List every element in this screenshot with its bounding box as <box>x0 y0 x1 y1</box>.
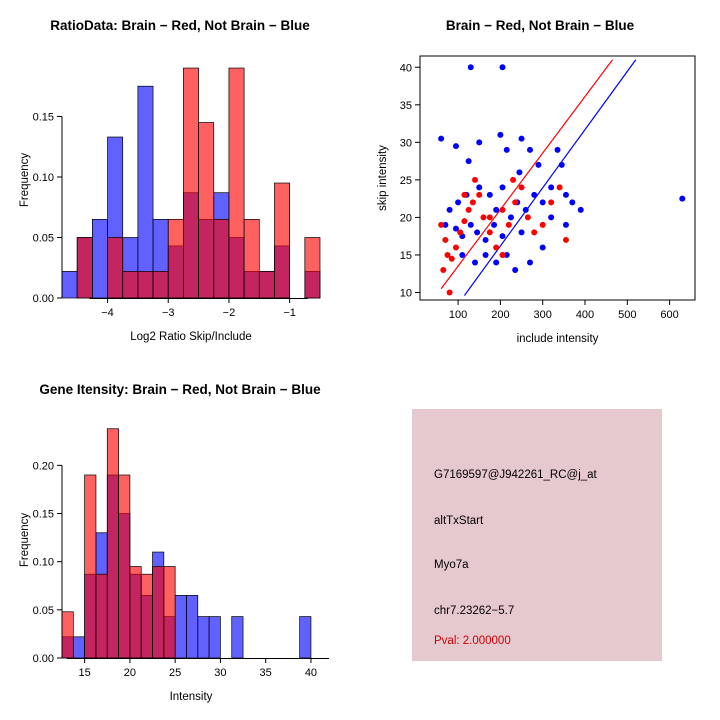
hist-bar <box>274 183 289 298</box>
scatter-point <box>483 237 489 243</box>
scatter-point <box>508 214 514 220</box>
scatter-point <box>500 252 506 258</box>
hist-bar <box>153 566 164 658</box>
scatter-point <box>491 222 497 228</box>
x-axis-label: include intensity <box>516 333 599 345</box>
x-tick-label: 15 <box>78 667 91 679</box>
scatter-point <box>548 184 554 190</box>
scatter-panel <box>360 0 720 360</box>
scatter-point <box>548 199 554 205</box>
x-tick-label: −2 <box>222 307 236 319</box>
scatter-point <box>555 147 561 153</box>
scatter-point <box>474 229 480 235</box>
scatter-point <box>453 143 459 149</box>
x-tick-label: 400 <box>575 309 595 321</box>
scatter-point <box>442 237 448 243</box>
y-tick-label: 0.05 <box>32 232 54 245</box>
scatter-point <box>449 256 455 262</box>
x-tick-label: 30 <box>214 667 227 679</box>
scatter-point <box>569 199 575 205</box>
scatter-point <box>510 177 516 183</box>
scatter-point <box>525 214 531 220</box>
scatter-point <box>476 139 482 145</box>
hist-bar <box>153 271 168 298</box>
hist-bar <box>85 475 96 658</box>
scatter-point <box>557 184 563 190</box>
plot-frame <box>420 56 695 300</box>
gene-histogram-plot <box>0 360 360 720</box>
fit-line-brain-fit <box>441 60 612 289</box>
gene-histogram-panel <box>0 360 360 720</box>
scatter-point <box>497 132 503 138</box>
info-gene: Myo7a <box>434 559 469 571</box>
fit-line-notbrain-fit <box>464 60 635 296</box>
scatter-point <box>459 252 465 258</box>
ratio-histogram-panel <box>0 0 360 360</box>
hist-bar <box>138 86 153 298</box>
scatter-point <box>559 162 565 168</box>
scatter-point <box>487 214 493 220</box>
scatter-point <box>455 199 461 205</box>
hist-bar <box>119 475 130 658</box>
plot-area <box>377 56 695 345</box>
scatter-point <box>466 207 472 213</box>
y-tick-label: 30 <box>399 137 412 150</box>
scatter-point <box>504 147 510 153</box>
scatter-point <box>447 289 453 295</box>
gene-histogram-title: Gene Itensity: Brain − Red, Not Brain − Blue <box>39 382 321 397</box>
y-tick-label: 0.00 <box>32 293 54 305</box>
scatter-point <box>512 267 518 273</box>
scatter-point <box>535 162 541 168</box>
hist-bar <box>183 68 198 298</box>
scatter-point <box>563 192 569 198</box>
scatter-point <box>516 169 522 175</box>
hist-bar <box>168 219 183 298</box>
scatter-point <box>493 259 499 265</box>
plot-area <box>19 68 320 343</box>
y-tick-label: 0.10 <box>32 171 54 184</box>
info-locus: chr7.23262−5.7 <box>434 605 515 617</box>
scatter-point <box>519 229 525 235</box>
x-tick-label: 300 <box>533 309 552 321</box>
scatter-point <box>531 229 537 235</box>
scatter-point <box>679 196 685 202</box>
scatter-point <box>578 207 584 213</box>
scatter-point <box>531 192 537 198</box>
hist-bar <box>73 637 84 658</box>
scatter-point <box>468 64 474 70</box>
y-tick-label: 0.20 <box>32 460 54 473</box>
scatter-point <box>440 267 446 273</box>
hist-bar <box>77 237 92 298</box>
scatter-point <box>523 207 529 213</box>
hist-bar <box>244 219 259 298</box>
hist-bar <box>141 574 152 658</box>
hist-bar <box>164 566 175 658</box>
x-tick-label: 600 <box>660 309 679 321</box>
info-box <box>412 409 662 661</box>
info-event: altTxStart <box>434 515 484 527</box>
y-tick-label: 25 <box>399 174 412 187</box>
hist-bar <box>198 617 209 658</box>
y-tick-label: 40 <box>399 62 412 75</box>
scatter-point <box>563 222 569 228</box>
x-tick-label: 40 <box>304 667 318 679</box>
y-axis-label: skip intensity <box>377 145 389 211</box>
hist-bar <box>175 595 186 658</box>
hist-bar <box>138 271 153 298</box>
x-tick-label: 500 <box>618 309 637 321</box>
scatter-point <box>512 199 518 205</box>
scatter-point <box>470 199 476 205</box>
hist-bar <box>214 219 229 298</box>
hist-bar <box>186 595 197 658</box>
y-tick-label: 15 <box>399 249 412 262</box>
y-axis-label: Frequency <box>19 512 31 568</box>
scatter-point <box>472 259 478 265</box>
hist-bar <box>300 617 311 658</box>
y-tick-label: 0.00 <box>32 653 54 665</box>
info-probe: G7169597@J942261_RC@j_at <box>434 469 597 481</box>
x-tick-label: 100 <box>448 309 468 321</box>
hist-bar <box>305 237 320 298</box>
hist-bar <box>96 574 107 658</box>
scatter-point <box>487 229 493 235</box>
hist-bar <box>259 271 274 298</box>
scatter-point <box>527 259 533 265</box>
hist-bar <box>108 237 123 298</box>
scatter-point <box>540 244 546 250</box>
scatter-point <box>472 177 478 183</box>
hist-bar <box>130 566 141 658</box>
y-tick-label: 20 <box>399 212 412 225</box>
scatter-point <box>461 218 467 224</box>
scatter-point <box>527 147 533 153</box>
y-tick-label: 0.15 <box>32 508 54 521</box>
scatter-point <box>506 222 512 228</box>
hist-bar <box>62 271 77 298</box>
ratio-histogram-title: RatioData: Brain − Red, Not Brain − Blue <box>50 18 310 33</box>
scatter-point <box>480 214 486 220</box>
scatter-point <box>466 158 472 164</box>
scatter-point <box>453 244 459 250</box>
scatter-point <box>500 64 506 70</box>
scatter-point <box>438 222 444 228</box>
x-tick-label: 25 <box>169 667 182 679</box>
scatter-point <box>548 214 554 220</box>
scatter-point <box>500 207 506 213</box>
scatter-point <box>540 222 546 228</box>
y-tick-label: 0.15 <box>32 111 54 124</box>
scatter-point <box>476 184 482 190</box>
series-not-brain <box>438 64 685 273</box>
scatter-point <box>563 237 569 243</box>
fit-lines <box>441 60 636 296</box>
scatter-point <box>468 222 474 228</box>
scatter-point <box>493 207 499 213</box>
scatter-point <box>540 199 546 205</box>
scatter-point <box>519 136 525 142</box>
x-tick-label: 20 <box>123 667 137 679</box>
plot-area <box>19 429 329 703</box>
series-brain <box>62 429 175 658</box>
hist-bar <box>123 271 138 298</box>
y-tick-label: 0.10 <box>32 556 54 569</box>
scatter-point <box>500 184 506 190</box>
hist-bar <box>62 612 73 658</box>
hist-bar <box>199 123 214 298</box>
hist-bar <box>232 617 243 658</box>
hist-bar <box>209 617 220 658</box>
scatter-point <box>438 136 444 142</box>
scatter-point <box>487 192 493 198</box>
hist-bar <box>107 429 118 658</box>
hist-bar <box>92 219 107 298</box>
scatter-point <box>500 233 506 239</box>
scatter-point <box>461 192 467 198</box>
y-tick-label: 35 <box>399 99 412 112</box>
scatter-plot <box>360 0 720 360</box>
scatter-point <box>519 184 525 190</box>
y-axis-label: Frequency <box>19 152 31 208</box>
x-tick-label: 200 <box>491 309 510 321</box>
scatter-point <box>476 192 482 198</box>
x-tick-label: −1 <box>283 307 296 319</box>
hist-bar <box>229 68 244 298</box>
x-tick-label: −4 <box>101 307 114 319</box>
x-axis-label: Intensity <box>169 691 213 703</box>
scatter-point <box>483 252 489 258</box>
info-pval: Pval: 2.000000 <box>434 635 511 647</box>
ratio-histogram-plot <box>0 0 360 360</box>
scatter-point <box>447 207 453 213</box>
y-tick-label: 0.05 <box>32 604 54 617</box>
x-axis-label: Log2 Ratio Skip/Include <box>130 331 252 343</box>
y-tick-label: 10 <box>399 287 412 300</box>
x-tick-label: −3 <box>161 307 175 319</box>
scatter-point <box>493 244 499 250</box>
scatter-point <box>457 229 463 235</box>
x-tick-label: 35 <box>259 667 272 679</box>
scatter-title: Brain − Red, Not Brain − Blue <box>445 18 635 33</box>
